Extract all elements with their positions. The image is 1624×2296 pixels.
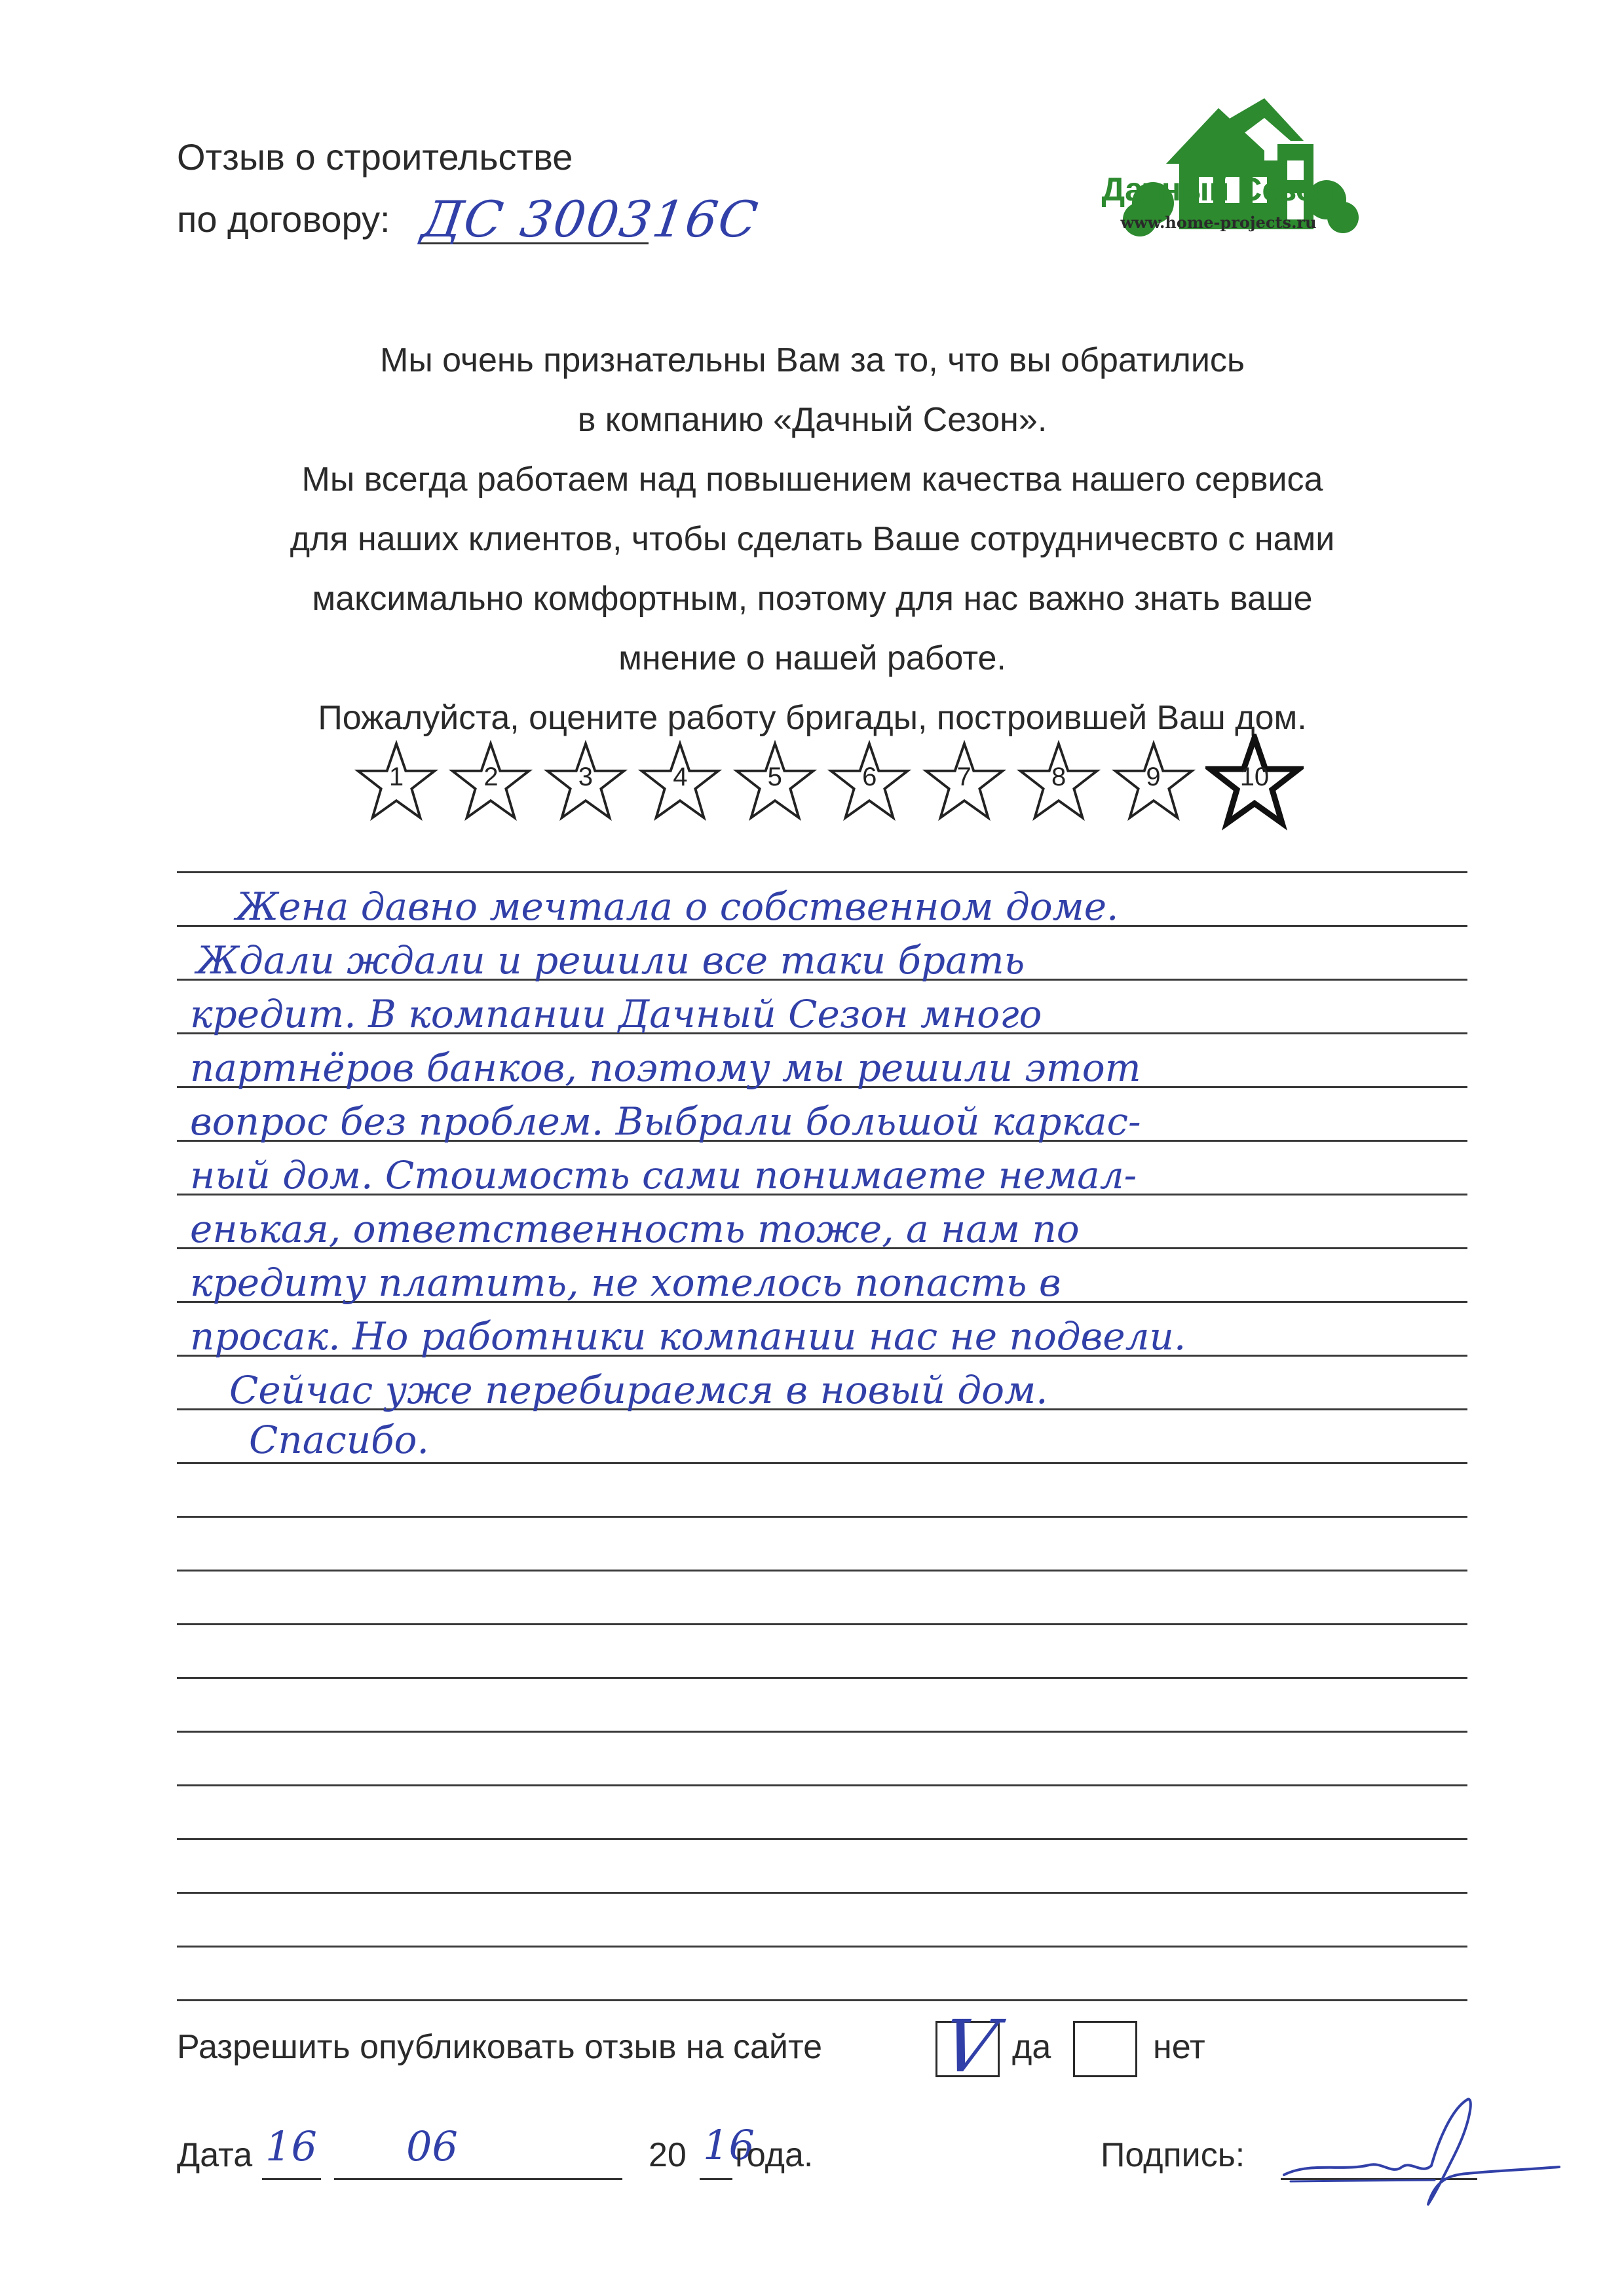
publish-no-checkbox[interactable] bbox=[1073, 2021, 1137, 2077]
star-icon[interactable] bbox=[1111, 740, 1196, 825]
contract-number: ДС 300316С bbox=[418, 190, 763, 248]
review-text-line: вопрос без проблем. Выбрали большой каркас- bbox=[190, 1099, 1141, 1144]
rule-line bbox=[177, 1892, 1467, 1894]
intro-line: в компанию «Дачный Сезон». bbox=[577, 401, 1048, 439]
brand-url: www.home-projects.ru bbox=[1120, 213, 1317, 232]
star-icon[interactable] bbox=[827, 740, 912, 825]
date-month: 06 bbox=[406, 2122, 458, 2170]
star-number: 3 bbox=[578, 762, 593, 791]
year-prefix: 20 bbox=[649, 2136, 687, 2174]
star-icon-selected[interactable] bbox=[1205, 734, 1304, 832]
review-text-line: Ждали ждали и решили все таки брать bbox=[197, 938, 1025, 983]
review-text-line: партнёров банков, поэтому мы решили этот bbox=[190, 1045, 1141, 1090]
intro-line: Пожалуйста, оцените работу бригады, построившей Ваш дом. bbox=[318, 699, 1307, 737]
star-number: 8 bbox=[1051, 762, 1067, 791]
date-year: 16 bbox=[703, 2121, 755, 2169]
publish-no-label: нет bbox=[1153, 2028, 1205, 2066]
star-icon[interactable] bbox=[1016, 740, 1101, 825]
year-underline bbox=[700, 2178, 732, 2180]
review-text-line: Жена давно мечтала о собственном доме. bbox=[236, 884, 1119, 929]
rule-line bbox=[177, 871, 1467, 873]
star-icon[interactable] bbox=[448, 740, 533, 825]
star-number: 5 bbox=[767, 762, 782, 791]
rule-line bbox=[177, 1731, 1467, 1733]
review-text-line: кредиту платить, не хотелось попасть в bbox=[190, 1260, 1061, 1305]
review-text-line: ный дом. Стоимость сами понимаете немал- bbox=[190, 1153, 1137, 1197]
star-number: 2 bbox=[483, 762, 499, 791]
year-word: года. bbox=[735, 2136, 814, 2174]
checkmark-icon: V bbox=[935, 2004, 1003, 2088]
rule-line bbox=[177, 1784, 1467, 1786]
star-number: 9 bbox=[1146, 762, 1161, 791]
rating-stars bbox=[354, 740, 1304, 852]
intro-text bbox=[157, 331, 1467, 748]
star-icon[interactable] bbox=[354, 740, 439, 825]
signature-label: Подпись: bbox=[1101, 2136, 1245, 2174]
rule-line bbox=[177, 1570, 1467, 1571]
star-icon[interactable] bbox=[543, 740, 628, 825]
publish-label: Разрешить опубликовать отзыв на сайте bbox=[177, 2028, 823, 2066]
review-text-line: кредит. В компании Дачный Сезон много bbox=[190, 992, 1042, 1036]
brand-name: Дачный Сезон bbox=[1101, 171, 1336, 208]
rule-line bbox=[177, 1462, 1467, 1464]
star-icon[interactable] bbox=[637, 740, 723, 825]
star-icon[interactable] bbox=[732, 740, 818, 825]
contract-label: по договору: bbox=[177, 198, 390, 240]
intro-line: максимально комфортным, поэтому для нас важно знать ваше bbox=[312, 580, 1313, 618]
rule-line bbox=[177, 1623, 1467, 1625]
review-text-line: Сейчас уже перебираемся в новый дом. bbox=[229, 1368, 1048, 1412]
intro-line: Мы всегда работаем над повышением качества нашего сервиса bbox=[301, 461, 1323, 499]
star-icon[interactable] bbox=[922, 740, 1007, 825]
rule-line bbox=[177, 1516, 1467, 1518]
star-number: 4 bbox=[673, 762, 688, 791]
rule-line bbox=[177, 1999, 1467, 2001]
date-day: 16 bbox=[265, 2122, 317, 2170]
rule-line bbox=[177, 1838, 1467, 1840]
form-title: Отзыв о строительстве bbox=[177, 136, 573, 178]
review-text-line: Спасибо. bbox=[249, 1418, 429, 1462]
intro-line: Мы очень признательны Вам за то, что вы обратились bbox=[380, 341, 1245, 379]
month-underline bbox=[334, 2178, 622, 2180]
date-label: Дата bbox=[177, 2136, 253, 2174]
star-number: 7 bbox=[956, 762, 972, 791]
rule-line bbox=[177, 1677, 1467, 1679]
publish-yes-label: да bbox=[1012, 2028, 1051, 2066]
star-number: 10 bbox=[1239, 762, 1270, 791]
star-number: 6 bbox=[862, 762, 877, 791]
signature-icon bbox=[1271, 2083, 1572, 2214]
star-number: 1 bbox=[388, 762, 404, 791]
intro-line: мнение о нашей работе. bbox=[618, 639, 1006, 677]
day-underline bbox=[262, 2178, 321, 2180]
review-text-line: енькая, ответственность тоже, а нам по bbox=[190, 1207, 1080, 1251]
review-text-line: просак. Но работники компании нас не подвели. bbox=[190, 1314, 1186, 1359]
rule-line bbox=[177, 1946, 1467, 1948]
intro-line: для наших клиентов, чтобы сделать Ваше сотрудничесвто с нами bbox=[290, 520, 1335, 558]
